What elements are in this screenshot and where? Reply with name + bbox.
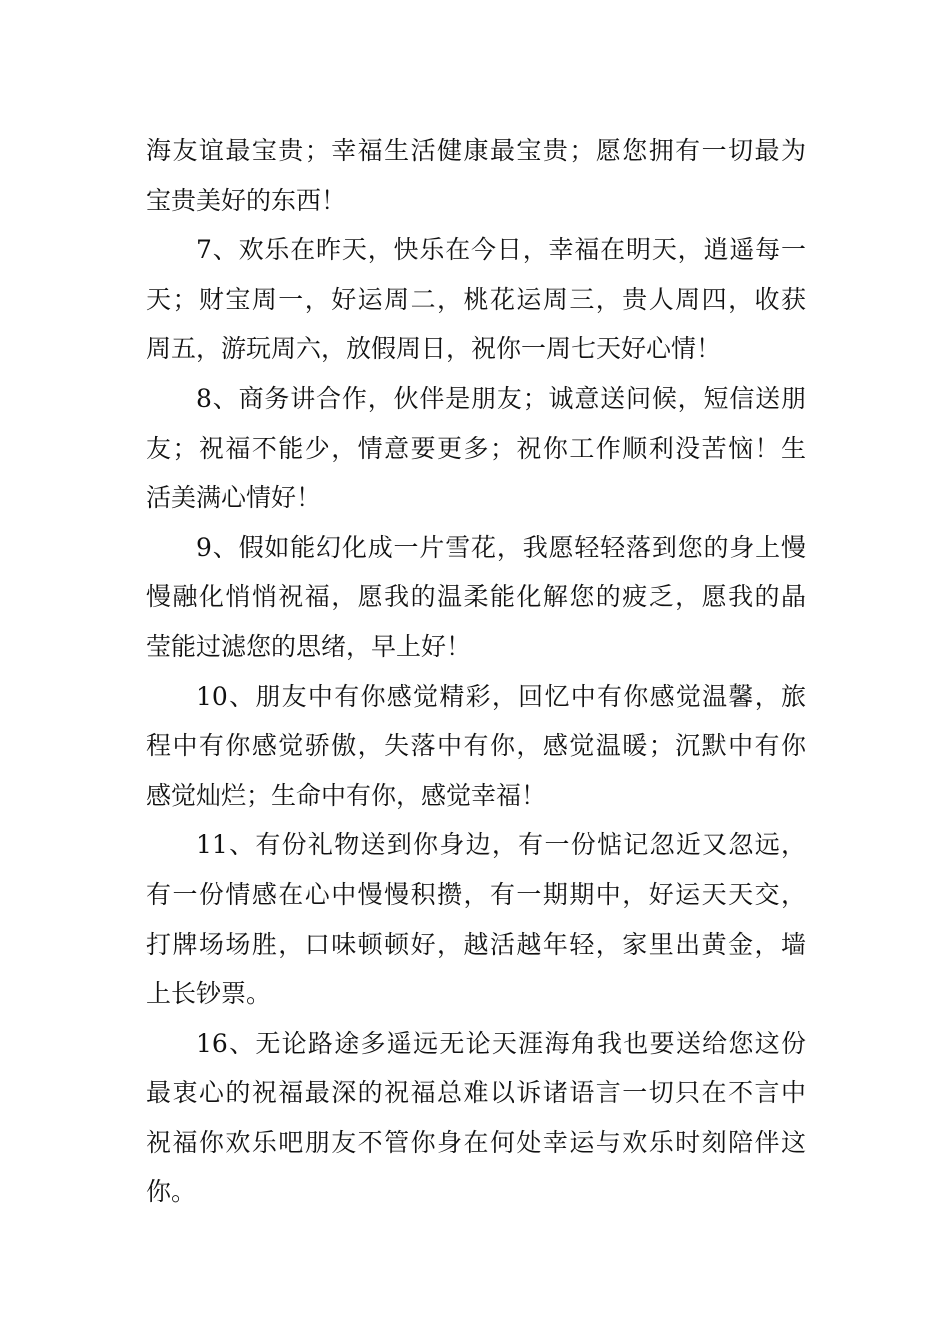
text-line: 感觉灿烂；生命中有你，感觉幸福！: [146, 780, 547, 810]
text-line: 海友谊最宝贵；幸福生活健康最宝贵；愿您拥有一切最为: [146, 136, 806, 165]
text-line: 8、商务讲合作，伙伴是朋友；诚意送问候，短信送朋: [196, 383, 806, 413]
text-line: 打牌场场胜，口味顿顿好，越活越年轻，家里出黄金，墙: [146, 929, 806, 959]
text-line: 祝福你欢乐吧朋友不管你身在何处幸运与欢乐时刻陪伴这: [146, 1127, 806, 1157]
text-line: 活美满心情好！: [146, 483, 322, 513]
text-line: 周五，游玩周六，放假周日，祝你一周七天好心情！: [146, 334, 722, 364]
text-line: 你。: [146, 1177, 197, 1207]
text-line: 10、朋友中有你感觉精彩，回忆中有你感觉温馨，旅: [196, 681, 806, 711]
text-line: 16、无论路途多遥远无论天涯海角我也要送给您这份: [196, 1028, 806, 1058]
text-line: 宝贵美好的东西！: [146, 185, 347, 215]
document-body: [146, 126, 806, 1217]
text-line: 有一份情感在心中慢慢积攒，有一期期中，好运天天交，: [146, 879, 806, 909]
text-line: 7、欢乐在昨天，快乐在今日，幸福在明天，逍遥每一: [196, 235, 806, 265]
text-line: 程中有你感觉骄傲，失落中有你，感觉温暖；沉默中有你: [146, 731, 806, 761]
text-line: 上长钞票。: [146, 979, 272, 1009]
text-line: 莹能过滤您的思绪，早上好！: [146, 631, 472, 661]
text-line: 9、假如能幻化成一片雪花，我愿轻轻落到您的身上慢: [196, 532, 806, 562]
text-line: 最衷心的祝福最深的祝福总难以诉诸语言一切只在不言中: [146, 1078, 806, 1108]
text-line: 11、有份礼物送到你身边，有一份惦记忽近又忽远，: [196, 830, 806, 860]
text-line: 天；财宝周一，好运周二，桃花运周三，贵人周四，收获: [146, 284, 806, 314]
text-line: 友；祝福不能少，情意要更多；祝你工作顺利没苦恼！生: [146, 433, 806, 463]
text-line: 慢融化悄悄祝福，愿我的温柔能化解您的疲乏，愿我的晶: [146, 582, 806, 612]
